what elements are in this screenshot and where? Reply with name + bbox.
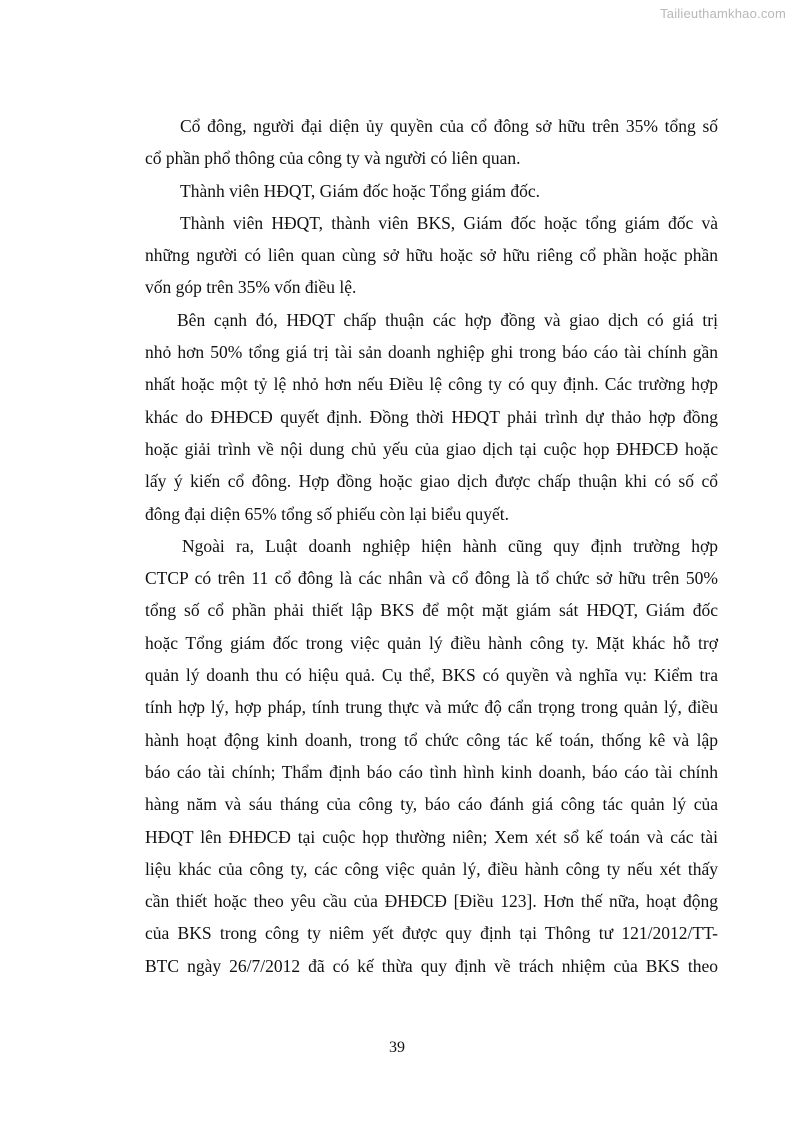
paragraph-4-line-1: Bên cạnh đó, HĐQT chấp thuận các hợp đồng và giao dịch có giá trị [177,309,718,330]
paragraph-5-line-2: CTCP có trên 11 cổ đông là các nhân và cổ đông là tổ chức sở hữu trên 50% [145,568,718,589]
paragraph-4-line-7: đông đại diện 65% tổng số phiếu còn lại biểu quyết. [145,503,510,524]
paragraph-4-line-5: hoặc giải trình về nội dung chủ yếu của giao dịch tại cuộc họp ĐHĐCĐ hoặc [145,438,718,459]
paragraph-5-line-12: cần thiết hoặc theo yêu cầu của ĐHĐCĐ [Điều 123]. Hơn thế nữa, hoạt động [145,891,718,912]
paragraph-5-line-13: của BKS trong công ty niêm yết được quy định tại Thông tư 121/2012/TT- [145,923,718,944]
paragraph-1-line-2: cổ phần phổ thông của công ty và người có liên quan. [145,148,521,169]
paragraph-5-line-14: BTC ngày 26/7/2012 đã có kế thừa quy định về trách nhiệm của BKS theo [145,955,718,976]
paragraph-4-line-6: lấy ý kiến cổ đông. Hợp đồng hoặc giao dịch được chấp thuận khi có số cổ [145,471,718,492]
paragraph-5-line-5: quản lý doanh thu có hiệu quả. Cụ thể, BKS có quyền và nghĩa vụ: Kiểm tra [145,665,718,686]
watermark: Tailieuthamkhao.com [660,6,786,21]
paragraph-5-line-6: tính hợp lý, hợp pháp, tính trung thực và mức độ cẩn trọng trong quản lý, điều [145,697,718,718]
paragraph-5-line-9: hàng năm và sáu tháng của công ty, báo cáo đánh giá công tác quản lý của [145,794,718,815]
paragraph-1-line-1: Cổ đông, người đại diện ủy quyền của cổ đông sở hữu trên 35% tổng số [180,116,718,136]
paragraph-3-line-2: những người có liên quan cùng sở hữu hoặc sở hữu riêng cổ phần hoặc phần [145,245,718,266]
paragraph-3-line-1: Thành viên HĐQT, thành viên BKS, Giám đốc hoặc tổng giám đốc và [180,212,718,233]
paragraph-5-line-8: báo cáo tài chính; Thẩm định báo cáo tình hình kinh doanh, báo cáo tài chính [145,761,718,782]
paragraph-5-line-1: Ngoài ra, Luật doanh nghiệp hiện hành cũng quy định trường hợp [182,535,718,556]
paragraph-4-line-2: nhỏ hơn 50% tổng giá trị tài sản doanh nghiệp ghi trong báo cáo tài chính gần [145,342,718,363]
paragraph-4-line-3: nhất hoặc một tỷ lệ nhỏ hơn nếu Điều lệ công ty có quy định. Các trường hợp [145,374,718,395]
paragraph-5-line-11: liệu khác của công ty, các công việc quản lý, điều hành công ty nếu xét thấy [145,858,718,879]
page-number: 39 [389,1039,405,1056]
paragraph-5-line-4: hoặc Tổng giám đốc trong việc quản lý điều hành công ty. Mặt khác hỗ trợ [145,632,718,653]
paragraph-4-line-4: khác do ĐHĐCĐ quyết định. Đồng thời HĐQT phải trình dự thảo hợp đồng [145,406,718,427]
paragraph-5-line-3: tổng số cổ phần phải thiết lập BKS để một mặt giám sát HĐQT, Giám đốc [145,600,718,621]
document-body [145,110,718,982]
paragraph-2-line-1: Thành viên HĐQT, Giám đốc hoặc Tổng giám đốc. [180,180,540,201]
paragraph-3-line-3: vốn góp trên 35% vốn điều lệ. [145,277,357,298]
paragraph-5-line-7: hành hoạt động kinh doanh, trong tổ chức công tác kế toán, thống kê và lập [145,729,718,750]
paragraph-5-line-10: HĐQT lên ĐHĐCĐ tại cuộc họp thường niên; Xem xét sổ kế toán và các tài [145,826,718,847]
